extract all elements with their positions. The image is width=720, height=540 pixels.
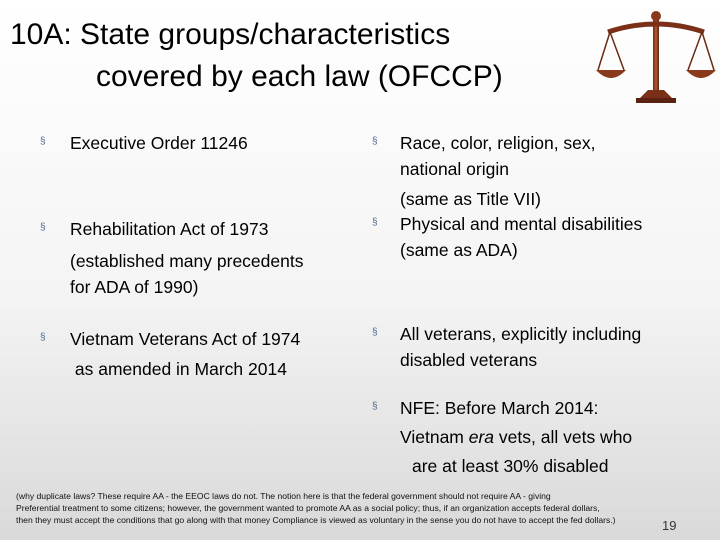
bullet-icon: §	[372, 136, 378, 147]
footnote	[16, 490, 616, 526]
right-item-3	[372, 321, 641, 373]
right-item-4-line-2-pre: Vietnam	[400, 427, 469, 447]
left-item-1-line-1: Executive Order 11246	[70, 133, 248, 153]
right-item-4	[372, 395, 632, 479]
slide-title-line-2: covered by each law (OFCCP)	[96, 60, 503, 93]
left-item-2-line-2: (established many precedents	[70, 251, 304, 271]
right-item-1-line-1: Race, color, religion, sex,	[400, 133, 596, 153]
bullet-icon: §	[40, 332, 46, 343]
right-item-2	[372, 211, 642, 263]
right-item-1-line-2: national origin	[400, 159, 509, 179]
right-item-4-line-2	[400, 424, 632, 450]
left-item-3	[40, 326, 300, 382]
left-item-2-line-1: Rehabilitation Act of 1973	[70, 219, 269, 239]
bullet-icon: §	[40, 222, 46, 233]
right-item-4-line-3: are at least 30% disabled	[412, 456, 609, 476]
bullet-icon: §	[40, 136, 46, 147]
right-item-2-line-2: (same as ADA)	[400, 240, 518, 260]
right-item-2-line-1: Physical and mental disabilities	[400, 214, 643, 234]
scales-of-justice-icon	[596, 10, 716, 106]
right-item-4-line-2-post: vets, all vets who	[494, 427, 633, 447]
bullet-icon: §	[372, 401, 378, 412]
footnote-line-2: Preferential treatment to some citizens; however, the government wanted to promote AA as a social policy; thus, if an organization accepts federal dollars,	[16, 503, 600, 513]
page-number: 19	[662, 518, 677, 533]
footnote-line-3: then they must accept the conditions that go along with that money Compliance is viewed as voluntary in the sense you do not have to accept the fed dollars.)	[16, 515, 616, 525]
left-item-3-line-1: Vietnam Veterans Act of 1974	[70, 329, 301, 349]
left-item-2	[40, 216, 303, 300]
right-item-1	[372, 130, 596, 212]
right-item-3-line-2: disabled veterans	[400, 350, 538, 370]
left-item-2-line-3: for ADA of 1990)	[70, 277, 199, 297]
footnote-line-1: (why duplicate laws? These require AA - the EEOC laws do not. The notion here is that the federal government should not require AA - giving	[16, 491, 551, 501]
slide-title-line-1: 10A: State groups/characteristics	[10, 18, 451, 51]
right-item-4-line-1: NFE: Before March 2014:	[400, 398, 599, 418]
bullet-icon: §	[372, 327, 378, 338]
left-item-1	[40, 130, 248, 156]
right-item-3-line-1: All veterans, explicitly including	[400, 324, 642, 344]
right-item-1-line-3: (same as Title VII)	[400, 189, 542, 209]
bullet-icon: §	[372, 217, 378, 228]
right-item-4-line-2-em: era	[468, 427, 495, 447]
left-item-3-line-2: as amended in March 2014	[70, 359, 287, 379]
